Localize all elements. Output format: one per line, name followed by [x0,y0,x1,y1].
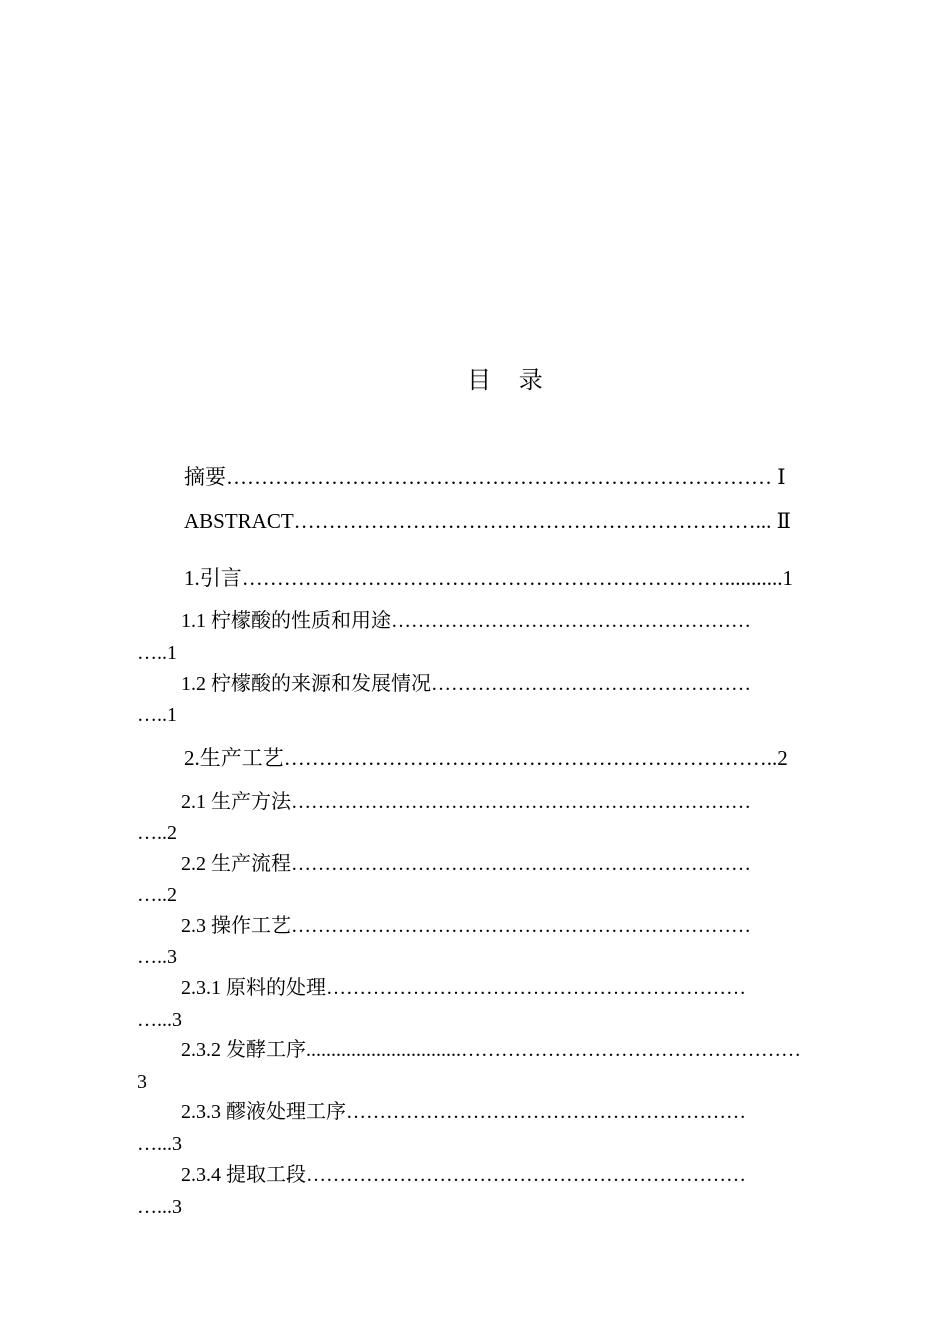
toc-entry-2-3-2: 2.3.2 发酵工序...............................…………………………………………… [181,1039,801,1061]
toc-entry-abstract-cn: 摘要…………………………………………………………………… Ⅰ [184,465,786,489]
toc-entry-1-2-page: …..1 [137,704,177,726]
toc-entry-2-3-1: 2.3.1 原料的处理……………………………………………………… [181,977,746,999]
toc-entry-2: 2.生产工艺……………………………………………………………..2 [184,746,788,770]
toc-entry-2-3-1-page: …...3 [137,1009,182,1031]
toc-entry-2-3-2-page: 3 [137,1071,147,1093]
toc-entry-2-3-4-page: …...3 [137,1196,182,1218]
toc-entry-1: 1.引言……………………………………………………………...........1 [184,566,793,590]
toc-entry-2-1-page: …..2 [137,822,177,844]
toc-entry-1-2: 1.2 柠檬酸的来源和发展情况………………………………………… [181,673,751,695]
toc-entry-2-2-page: …..2 [137,884,177,906]
toc-entry-2-3-4: 2.3.4 提取工段………………………………………………………… [181,1164,746,1186]
toc-entry-2-3-3: 2.3.3 醪液处理工序…………………………………………………… [181,1101,746,1123]
toc-entry-2-2: 2.2 生产流程…………………………………………………………… [181,853,751,875]
toc-entry-abstract-en: ABSTRACT…………………………………………………………... Ⅱ [184,509,791,533]
toc-entry-2-3-page: …..3 [137,946,177,968]
toc-entry-2-1: 2.1 生产方法…………………………………………………………… [181,791,751,813]
toc-entry-2-3: 2.3 操作工艺…………………………………………………………… [181,915,751,937]
toc-entry-2-3-3-page: …...3 [137,1133,182,1155]
toc-entry-1-1: 1.1 柠檬酸的性质和用途……………………………………………… [181,610,751,632]
toc-title: 目 录 [467,366,553,394]
toc-entry-1-1-page: …..1 [137,642,177,664]
